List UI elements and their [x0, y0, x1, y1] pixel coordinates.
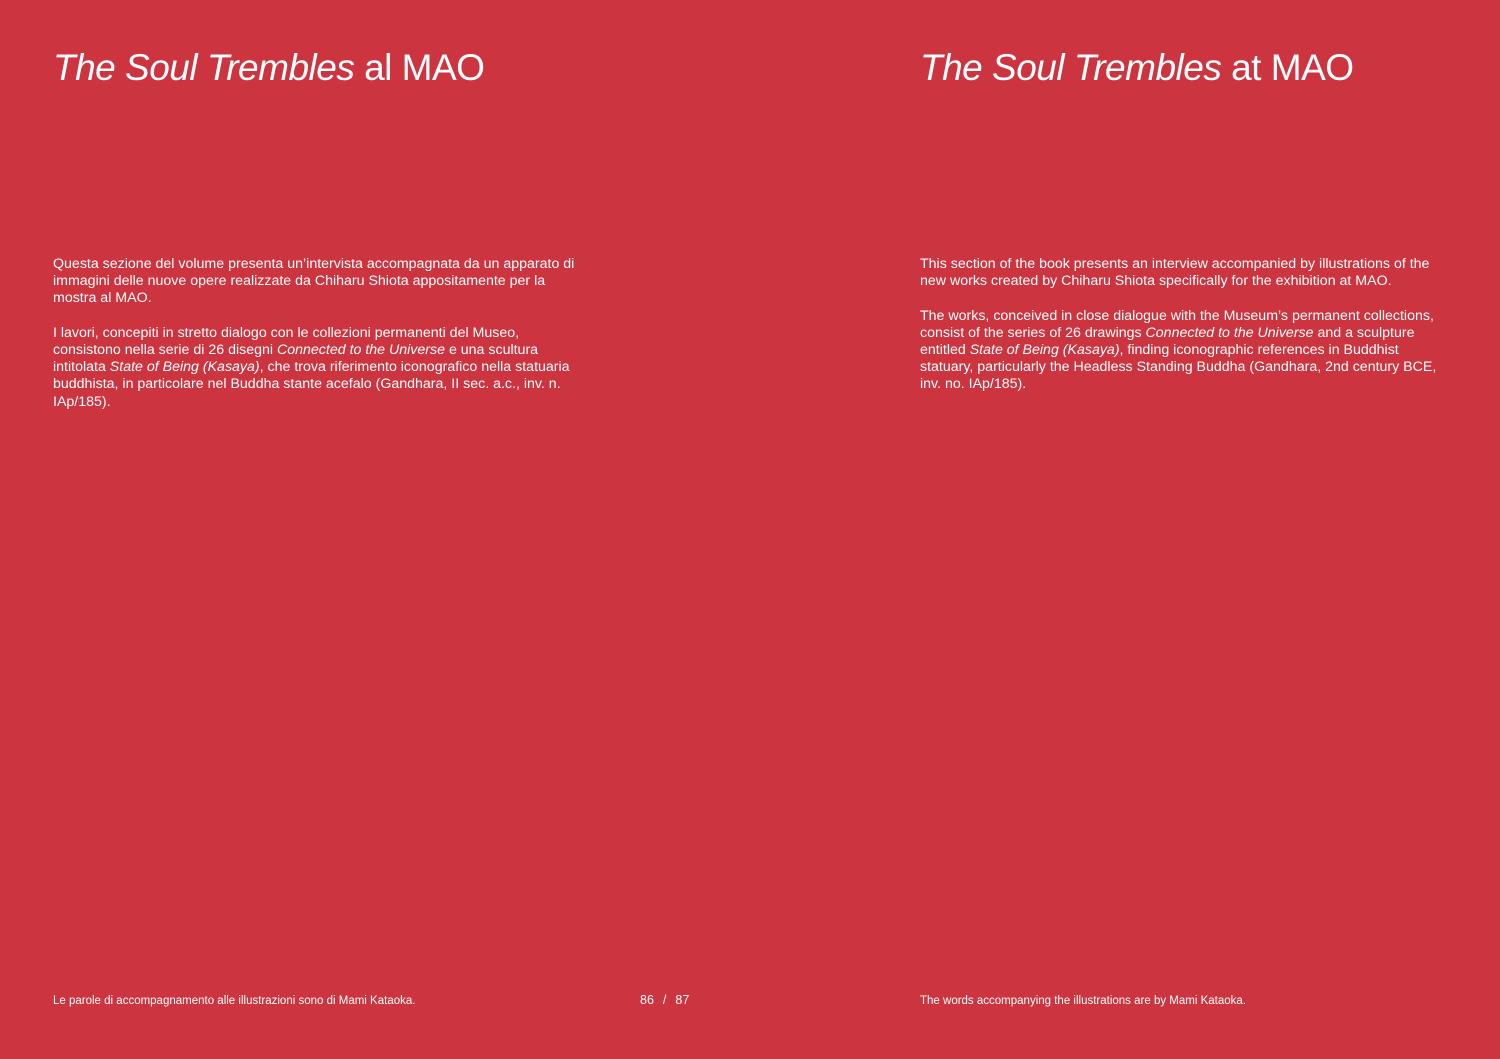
right-p2-work-title: Connected to the Universe: [1145, 324, 1314, 341]
right-page: [750, 0, 1500, 1059]
left-p2-text: e una scultura intitolata: [53, 342, 539, 376]
right-paragraph-1: This section of the book presents an interview accompanied by illustrations of the new works created by Chiharu Shiota specifically for the exhibition at MAO.: [920, 256, 1430, 290]
right-p2-text: , finding iconographic references in Buddhist statuary, particularly the Headless Standing Buddha (Gandhara, 2nd century BCE, inv. no. IAp/185).: [920, 342, 1437, 393]
right-page-title: [920, 46, 1354, 90]
right-footnote: The words accompanying the illustrations are by Mami Kataoka.: [920, 995, 1246, 1007]
left-footnote: Le parole di accompagnamento alle illustrazioni sono di Mami Kataoka.: [53, 995, 416, 1007]
left-title-rest: al MAO: [354, 47, 485, 88]
left-paragraph-2: [53, 325, 585, 411]
page-number-separator: /: [662, 993, 667, 1007]
left-p2-work-title: State of Being (Kasaya): [109, 359, 260, 376]
right-title-rest: at MAO: [1221, 47, 1354, 88]
right-title-italic: The Soul Trembles: [920, 47, 1222, 88]
left-title-italic: The Soul Trembles: [53, 47, 355, 88]
right-paragraph-2: [920, 308, 1438, 394]
right-p2-text: and a sculpture entitled: [920, 324, 1415, 358]
right-page-number: 87: [675, 993, 690, 1007]
page-numbers: [640, 993, 689, 1008]
left-p2-text: , che trova riferimento iconografico nella statuaria buddhista, in particolare nel Buddha stante acefalo (Gandhara, II sec. a.c., inv. n. IAp/185).: [53, 359, 570, 410]
right-body-text: [920, 256, 1438, 411]
left-body-text: [53, 256, 585, 428]
left-paragraph-1: Questa sezione del volume presenta un’intervista accompagnata da un apparato di immagini delle nuove opere realizzate da Chiharu Shiota appositamente per la mostra al MAO.: [53, 256, 575, 307]
right-p2-text: The works, conceived in close dialogue with the Museum’s permanent collections, consist of the series of 26 drawings: [920, 307, 1434, 341]
left-page-number: 86: [640, 993, 654, 1007]
right-p2-work-title: State of Being (Kasaya): [969, 342, 1120, 358]
left-page-title: [53, 46, 484, 90]
left-p2-work-title: Connected to the Universe: [277, 342, 445, 358]
left-p2-text: I lavori, concepiti in stretto dialogo con le collezioni permanenti del Museo, consistono nella serie di 26 disegni: [53, 324, 520, 358]
